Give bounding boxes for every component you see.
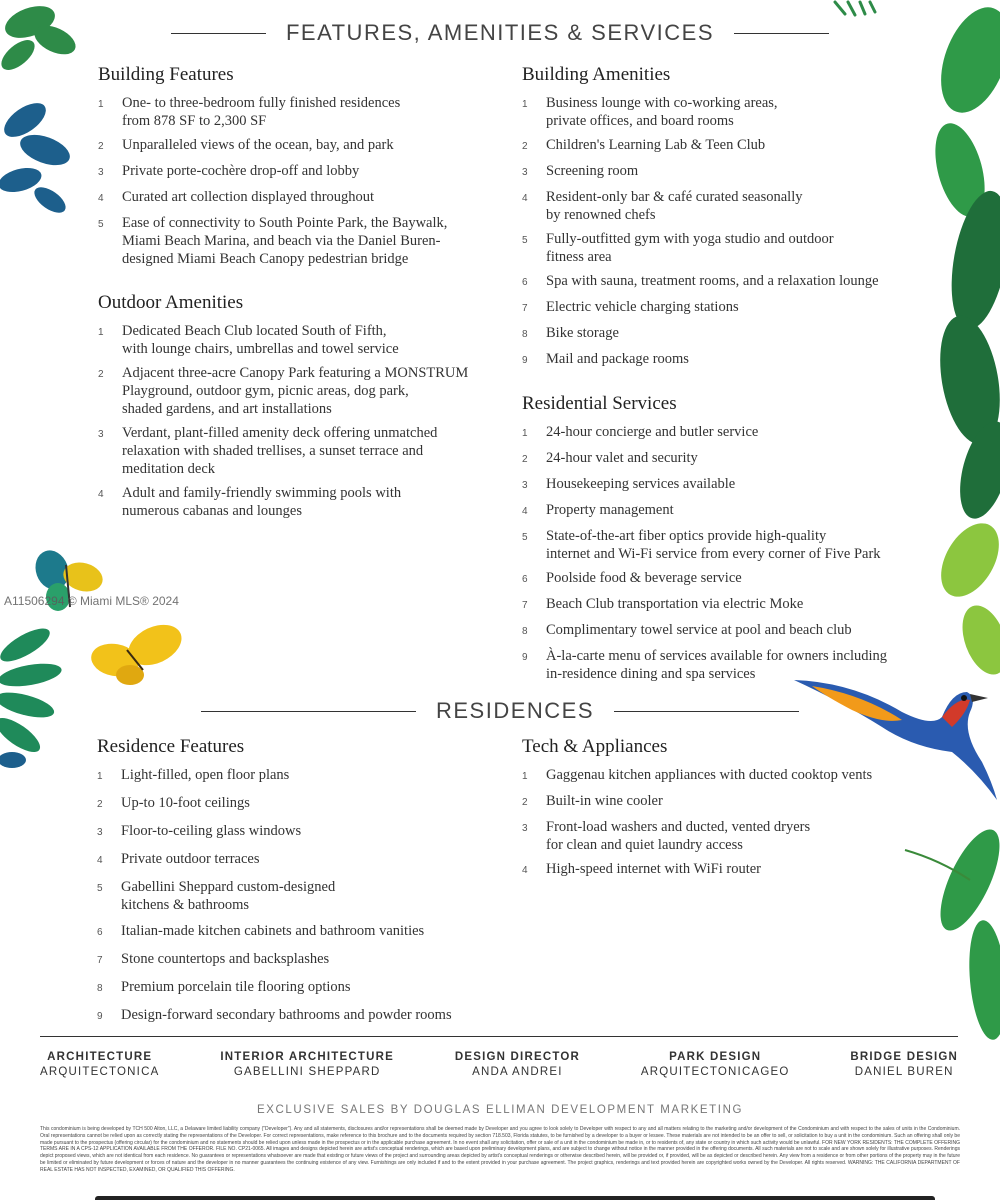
tech-appliances-heading: Tech & Appliances [522, 736, 668, 757]
item-text: Private outdoor terraces [121, 851, 260, 867]
item-text: Resident-only bar & café curated seasonally by renowned chefs [546, 189, 803, 223]
item-text: Poolside food & beverage service [546, 570, 742, 586]
building-features-list [98, 94, 503, 268]
item-text: One- to three-bedroom fully finished residences from 878 SF to 2,300 SF [122, 95, 401, 129]
list-item [522, 324, 922, 344]
credit-design-director [455, 1051, 580, 1078]
item-number: 9 [522, 355, 528, 366]
credit-park-design [641, 1051, 790, 1078]
credit-role: INTERIOR ARCHITECTURE [220, 1051, 394, 1063]
residence-features-list [97, 766, 507, 1026]
header-rule-left [171, 33, 266, 34]
item-text: Floor-to-ceiling glass windows [121, 823, 302, 839]
item-number: 2 [98, 141, 104, 152]
item-number: 9 [522, 652, 528, 663]
item-number: 1 [522, 99, 528, 110]
list-item [98, 484, 503, 520]
item-number: 3 [98, 167, 104, 178]
item-text: Ease of connectivity to South Pointe Park, the Baywalk, Miami Beach Marina, and beach via the Daniel Buren- designed Miami Beach Canopy pedestrian bridge [122, 215, 448, 267]
item-text: Adjacent three-acre Canopy Park featuring a MONSTRUM Playground, outdoor gym, picnic areas, dog park, shaded gardens, and art installations [122, 365, 469, 417]
item-number: 4 [98, 489, 104, 500]
list-item [98, 162, 503, 182]
item-text: Dedicated Beach Club located South of Fifth, with lounge chairs, umbrellas and towel service [122, 323, 399, 357]
list-item [522, 162, 922, 182]
item-text: Premium porcelain tile flooring options [121, 979, 351, 995]
credit-firm: DANIEL BUREN [854, 1066, 954, 1078]
item-text: Bike storage [546, 325, 619, 341]
building-amenities-list [522, 94, 922, 370]
item-number: 2 [98, 369, 104, 380]
item-number: 3 [522, 167, 528, 178]
item-number: 5 [97, 883, 103, 894]
palm-frond-left-illustration [0, 615, 80, 775]
item-number: 4 [522, 506, 528, 517]
item-text: Gaggenau kitchen appliances with ducted cooktop vents [546, 767, 873, 783]
item-text: Gabellini Sheppard custom-designed kitchens & bathrooms [121, 879, 336, 913]
item-text: Electric vehicle charging stations [546, 299, 739, 315]
list-item [522, 136, 922, 156]
item-text: Built-in wine cooler [546, 793, 663, 809]
credit-role: DESIGN DIRECTOR [454, 1051, 580, 1063]
item-number: 6 [522, 574, 528, 585]
list-item [522, 527, 922, 563]
list-item [97, 878, 507, 914]
list-item [522, 230, 922, 266]
list-item [522, 860, 922, 880]
section-title: FEATURES, AMENITIES & SERVICES [285, 20, 715, 45]
list-item [522, 94, 922, 130]
credit-firm: GABELLINI SHEPPARD [233, 1066, 381, 1078]
item-number: 2 [522, 141, 528, 152]
item-text: Property management [546, 502, 674, 518]
item-number: 3 [522, 823, 528, 834]
list-item [522, 818, 922, 854]
building-amenities-section [522, 64, 922, 376]
item-number: 3 [97, 827, 103, 838]
item-number: 7 [522, 600, 528, 611]
credit-interior-architecture [220, 1051, 394, 1078]
item-text: À-la-carte menu of services available for owners including in-residence dining and spa services [546, 648, 888, 682]
list-item [97, 850, 507, 870]
item-text: Light-filled, open floor plans [121, 767, 290, 783]
item-text: 24-hour valet and security [546, 450, 698, 466]
list-item [98, 424, 503, 478]
legal-disclaimer: This condominium is being developed by TCH 500 Alton, LLC, a Delaware limited liability company ("Developer"). Any and all statements, disclosures and/or representations shall be deemed made by Developer and you agree to look solely to Developer with respect to any and all matters relating to the marketing and/or development of the Condominium and with respect to the sales of units in the Condominium. Oral representations cannot be relied upon as correctly stating the representations of the Developer. For correct representations, make reference to this brochure and to the documents required by section 718.503, Florida statutes, to be furnished by a developer to a buyer or lessee. These materials are not intended to be an offer to sell, or solicitation to buy a unit in the condominium. Such an offering shall only be made pursuant to the prospectus (offering circular) for the condominium and no statements should be relied upon unless made in the prospectus or in the applicable purchase agreement. In no event shall any solicitation, offer or sale of a unit in the condominium be made in, or to residents of, any state or country in which such activity would be unlawful. FOR NEW YORK RESIDENTS: THE COMPLETE OFFERING TERMS ARE IN A CPS-12 APPLICATION AVAILABLE FROM THE OFFEROR. FILE NO. CP21-0065. All images and designs depicted herein are artist's conceptual renderings, which are based upon preliminary development plans, and are subject to change without notice in the manner provided in the offering documents. All such materials are not to scale and are shown solely for illustrative purposes. Renderings depict proposed views, which are not identical from each residence. No guarantees or representations whatsoever are made that existing or future views of the project and surrounding areas depicted by artist's conceptual renderings or otherwise described herein, will be provided or, if provided, will be as depicted or described herein. Any view from a residence or from other portions of the property may in the future be limited or eliminated by future development or forces of nature and the developer in no manner guarantees the continuing existence of any view. Furnishings are only included if and to the extent provided in your purchase agreement. The project graphics, renderings and text provided herein are copyrighted works owned by the Developer. All rights reserved. WARNING: THE CALIFORNIA DEPARTMENT OF REAL ESTATE HAS NOT INSPECTED, EXAMINED, OR QUALIFIED THIS OFFERING. [40, 1126, 960, 1173]
palm-leaf-top-center-illustration [830, 0, 880, 20]
bottom-bar [95, 1196, 935, 1200]
item-text: Screening room [546, 163, 639, 179]
item-text: Front-load washers and ducted, vented dryers for clean and quiet laundry access [546, 819, 811, 853]
item-text: Children's Learning Lab & Teen Club [546, 137, 766, 153]
list-item [98, 364, 503, 418]
item-number: 7 [97, 955, 103, 966]
item-number: 4 [522, 865, 528, 876]
butterfly-yellow-illustration [85, 620, 185, 692]
building-features-section [98, 64, 503, 274]
item-text: Spa with sauna, treatment rooms, and a relaxation lounge [546, 273, 879, 289]
list-item [522, 647, 922, 683]
residence-features-heading: Residence Features [97, 736, 245, 757]
item-number: 8 [522, 329, 528, 340]
item-number: 1 [522, 771, 528, 782]
item-text: Business lounge with co-working areas, private offices, and board rooms [546, 95, 778, 129]
item-number: 1 [98, 327, 104, 338]
item-text: Curated art collection displayed throughout [122, 189, 375, 205]
tech-appliances-section [522, 736, 922, 886]
residence-features-section [97, 736, 507, 1034]
item-number: 4 [97, 855, 103, 866]
credit-role: BRIDGE DESIGN [850, 1051, 958, 1063]
item-text: Unparalleled views of the ocean, bay, and park [122, 137, 394, 153]
item-text: Mail and package rooms [546, 351, 689, 367]
item-number: 7 [522, 303, 528, 314]
list-item [97, 922, 507, 942]
exclusive-sales-line: EXCLUSIVE SALES BY DOUGLAS ELLIMAN DEVELOPMENT MARKETING [256, 1104, 744, 1116]
item-text: High-speed internet with WiFi router [546, 861, 761, 877]
outdoor-amenities-heading: Outdoor Amenities [98, 292, 244, 313]
credit-bridge-design [850, 1051, 958, 1078]
list-item [97, 822, 507, 842]
butterfly-blue-illustration [28, 545, 108, 620]
item-number: 1 [522, 428, 528, 439]
item-number: 5 [98, 219, 104, 230]
list-item [98, 136, 503, 156]
list-item [97, 950, 507, 970]
list-item [522, 350, 922, 370]
list-item [522, 501, 922, 521]
item-number: 9 [97, 1011, 103, 1022]
header-rule-left [201, 711, 416, 712]
list-item [522, 621, 922, 641]
item-number: 1 [97, 771, 103, 782]
item-text: Up-to 10-foot ceilings [121, 795, 250, 811]
section-title: RESIDENCES [435, 698, 595, 723]
tech-appliances-list [522, 766, 922, 880]
residences-header [0, 698, 1000, 724]
building-features-heading: Building Features [98, 64, 234, 85]
list-item [98, 94, 503, 130]
list-item [522, 792, 922, 812]
item-text: 24-hour concierge and butler service [546, 424, 759, 440]
residential-services-section [522, 393, 922, 689]
list-item [97, 1006, 507, 1026]
item-text: Complimentary towel service at pool and beach club [546, 622, 852, 638]
list-item [522, 475, 922, 495]
list-item [98, 322, 503, 358]
item-number: 3 [98, 429, 104, 440]
item-text: Italian-made kitchen cabinets and bathroom vanities [121, 923, 425, 939]
list-item [522, 569, 922, 589]
item-number: 5 [522, 235, 528, 246]
mls-watermark: A11506294 © Miami MLS® 2024 [4, 594, 179, 608]
item-number: 6 [522, 277, 528, 288]
item-number: 3 [522, 480, 528, 491]
features-amenities-services-header [0, 20, 1000, 46]
credit-role: ARCHITECTURE [47, 1051, 153, 1063]
residential-services-list [522, 423, 922, 683]
credit-architecture [40, 1051, 159, 1078]
list-item [98, 214, 503, 268]
outdoor-amenities-list [98, 322, 503, 520]
header-rule-right [614, 711, 799, 712]
item-text: State-of-the-art fiber optics provide high-quality internet and Wi-Fi service from every corner of Five Park [546, 528, 881, 562]
item-number: 8 [97, 983, 103, 994]
credit-firm: ARQUITECTONICA [40, 1066, 160, 1078]
item-text: Private porte-cochère drop-off and lobby [122, 163, 360, 179]
item-number: 2 [522, 797, 528, 808]
item-number: 4 [98, 193, 104, 204]
credit-firm: ARQUITECTONICAGEO [640, 1066, 790, 1078]
item-number: 2 [97, 799, 103, 810]
list-item [97, 978, 507, 998]
item-text: Stone countertops and backsplashes [121, 951, 330, 967]
item-number: 4 [522, 193, 528, 204]
list-item [98, 188, 503, 208]
item-text: Beach Club transportation via electric Moke [546, 596, 804, 612]
building-amenities-heading: Building Amenities [522, 64, 671, 85]
item-text: Fully-outfitted gym with yoga studio and outdoor fitness area [546, 231, 834, 265]
credit-firm: ANDA ANDREI [472, 1066, 563, 1078]
list-item [522, 449, 922, 469]
item-number: 1 [98, 99, 104, 110]
item-text: Adult and family-friendly swimming pools with numerous cabanas and lounges [122, 485, 402, 519]
list-item [522, 423, 922, 443]
credit-role: PARK DESIGN [669, 1051, 762, 1063]
list-item [522, 595, 922, 615]
item-number: 5 [522, 532, 528, 543]
list-item [97, 766, 507, 786]
outdoor-amenities-section [98, 292, 503, 526]
header-rule-right [734, 33, 829, 34]
item-text: Design-forward secondary bathrooms and powder rooms [121, 1007, 452, 1023]
list-item [522, 766, 922, 786]
item-number: 6 [97, 927, 103, 938]
residential-services-heading: Residential Services [522, 393, 677, 414]
item-number: 2 [522, 454, 528, 465]
item-number: 8 [522, 626, 528, 637]
item-text: Housekeeping services available [546, 476, 736, 492]
list-item [522, 272, 922, 292]
list-item [522, 298, 922, 318]
item-text: Verdant, plant-filled amenity deck offering unmatched relaxation with shaded trellises, a sunset terrace and meditation deck [122, 425, 438, 477]
list-item [97, 794, 507, 814]
list-item [522, 188, 922, 224]
design-credits [40, 1036, 958, 1078]
